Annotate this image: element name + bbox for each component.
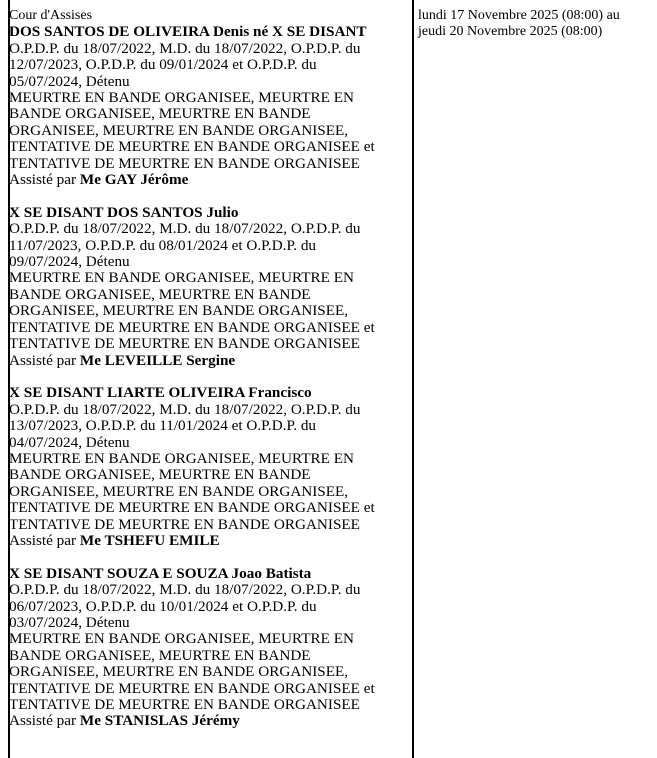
defendant-entry — [9, 205, 429, 369]
assisted-label: Assisté par — [9, 171, 77, 189]
case-details-column — [8, 0, 414, 758]
procedure-line: 04/07/2024, Détenu — [9, 433, 130, 451]
lawyer-line — [9, 353, 429, 369]
procedure-line: O.P.D.P. du 18/07/2022, M.D. du 18/07/2022, O.P.D.P. du — [9, 39, 361, 57]
charge-line: ORGANISEE, MEURTRE EN BANDE ORGANISEE, — [9, 121, 349, 139]
procedure-line: 12/07/2023, O.P.D.P. du 09/01/2024 et O.P.D.P. du — [9, 56, 317, 74]
assisted-label: Assisté par — [9, 351, 77, 369]
defendant-entry — [9, 385, 429, 549]
charge-line: ORGANISEE, MEURTRE EN BANDE ORGANISEE, — [9, 302, 349, 320]
charge-line: TENTATIVE DE MEURTRE EN BANDE ORGANISEE — [9, 154, 360, 172]
defendant-entry — [9, 24, 429, 188]
lawyer-name: Me GAY Jérôme — [79, 171, 189, 189]
assisted-label: Assisté par — [9, 531, 77, 549]
defendant-name: X SE DISANT SOUZA E SOUZA Joao Batista — [9, 564, 312, 582]
procedure-line: O.P.D.P. du 18/07/2022, M.D. du 18/07/2022, O.P.D.P. du — [9, 581, 361, 599]
charge-line: BANDE ORGANISEE, MEURTRE EN BANDE — [9, 466, 311, 484]
charge-line: MEURTRE EN BANDE ORGANISEE, MEURTRE EN — [9, 89, 354, 107]
charge-line: ORGANISEE, MEURTRE EN BANDE ORGANISEE, — [9, 663, 349, 681]
lawyer-name: Me TSHEFU EMILE — [79, 531, 220, 549]
procedure-line: 05/07/2024, Détenu — [9, 72, 130, 90]
lawyer-line — [9, 533, 429, 549]
assisted-label: Assisté par — [9, 712, 77, 730]
lawyer-name: Me STANISLAS Jérémy — [79, 712, 240, 730]
charge-line: TENTATIVE DE MEURTRE EN BANDE ORGANISEE et — [9, 679, 375, 697]
lawyer-name: Me LEVEILLE Sergine — [79, 351, 236, 369]
court-name: Cour d'Assises — [9, 8, 93, 23]
hearing-end-date: jeudi 20 Novembre 2025 (08:00) — [418, 24, 603, 40]
charge-line: TENTATIVE DE MEURTRE EN BANDE ORGANISEE — [9, 335, 360, 353]
charge-line: BANDE ORGANISEE, MEURTRE EN BANDE — [9, 285, 311, 303]
charge-line: TENTATIVE DE MEURTRE EN BANDE ORGANISEE — [9, 515, 360, 533]
procedure-line: O.P.D.P. du 18/07/2022, M.D. du 18/07/2022, O.P.D.P. du — [9, 220, 361, 238]
case-details-content — [9, 8, 429, 730]
lawyer-line — [9, 713, 429, 729]
lawyer-line — [9, 172, 429, 188]
hearing-start-date: lundi 17 Novembre 2025 (08:00) au — [418, 8, 620, 23]
defendant-name: DOS SANTOS DE OLIVEIRA Denis né X SE DISANT — [9, 23, 367, 41]
charge-line: TENTATIVE DE MEURTRE EN BANDE ORGANISEE et — [9, 138, 375, 156]
defendant-entry — [9, 566, 429, 730]
charge-line: BANDE ORGANISEE, MEURTRE EN BANDE — [9, 105, 311, 123]
defendant-name: X SE DISANT LIARTE OLIVEIRA Francisco — [9, 384, 312, 402]
charge-line: MEURTRE EN BANDE ORGANISEE, MEURTRE EN — [9, 269, 354, 287]
procedure-line: O.P.D.P. du 18/07/2022, M.D. du 18/07/2022, O.P.D.P. du — [9, 400, 361, 418]
charge-line: MEURTRE EN BANDE ORGANISEE, MEURTRE EN — [9, 630, 354, 648]
charge-line: BANDE ORGANISEE, MEURTRE EN BANDE — [9, 646, 311, 664]
charge-line: MEURTRE EN BANDE ORGANISEE, MEURTRE EN — [9, 449, 354, 467]
procedure-line: 13/07/2023, O.P.D.P. du 11/01/2024 et O.P.D.P. du — [9, 417, 317, 435]
charge-line: TENTATIVE DE MEURTRE EN BANDE ORGANISEE et — [9, 318, 375, 336]
charge-line: TENTATIVE DE MEURTRE EN BANDE ORGANISEE — [9, 696, 360, 714]
procedure-line: 11/07/2023, O.P.D.P. du 08/01/2024 et O.P.D.P. du — [9, 236, 317, 254]
procedure-line: 03/07/2024, Détenu — [9, 613, 130, 631]
procedure-line: 06/07/2023, O.P.D.P. du 10/01/2024 et O.P.D.P. du — [9, 597, 317, 615]
procedure-line: 09/07/2024, Détenu — [9, 253, 130, 271]
hearing-dates-column — [416, 8, 657, 41]
defendant-name: X SE DISANT DOS SANTOS Julio — [9, 203, 239, 221]
charge-line: TENTATIVE DE MEURTRE EN BANDE ORGANISEE et — [9, 499, 375, 517]
charge-line: ORGANISEE, MEURTRE EN BANDE ORGANISEE, — [9, 482, 349, 500]
